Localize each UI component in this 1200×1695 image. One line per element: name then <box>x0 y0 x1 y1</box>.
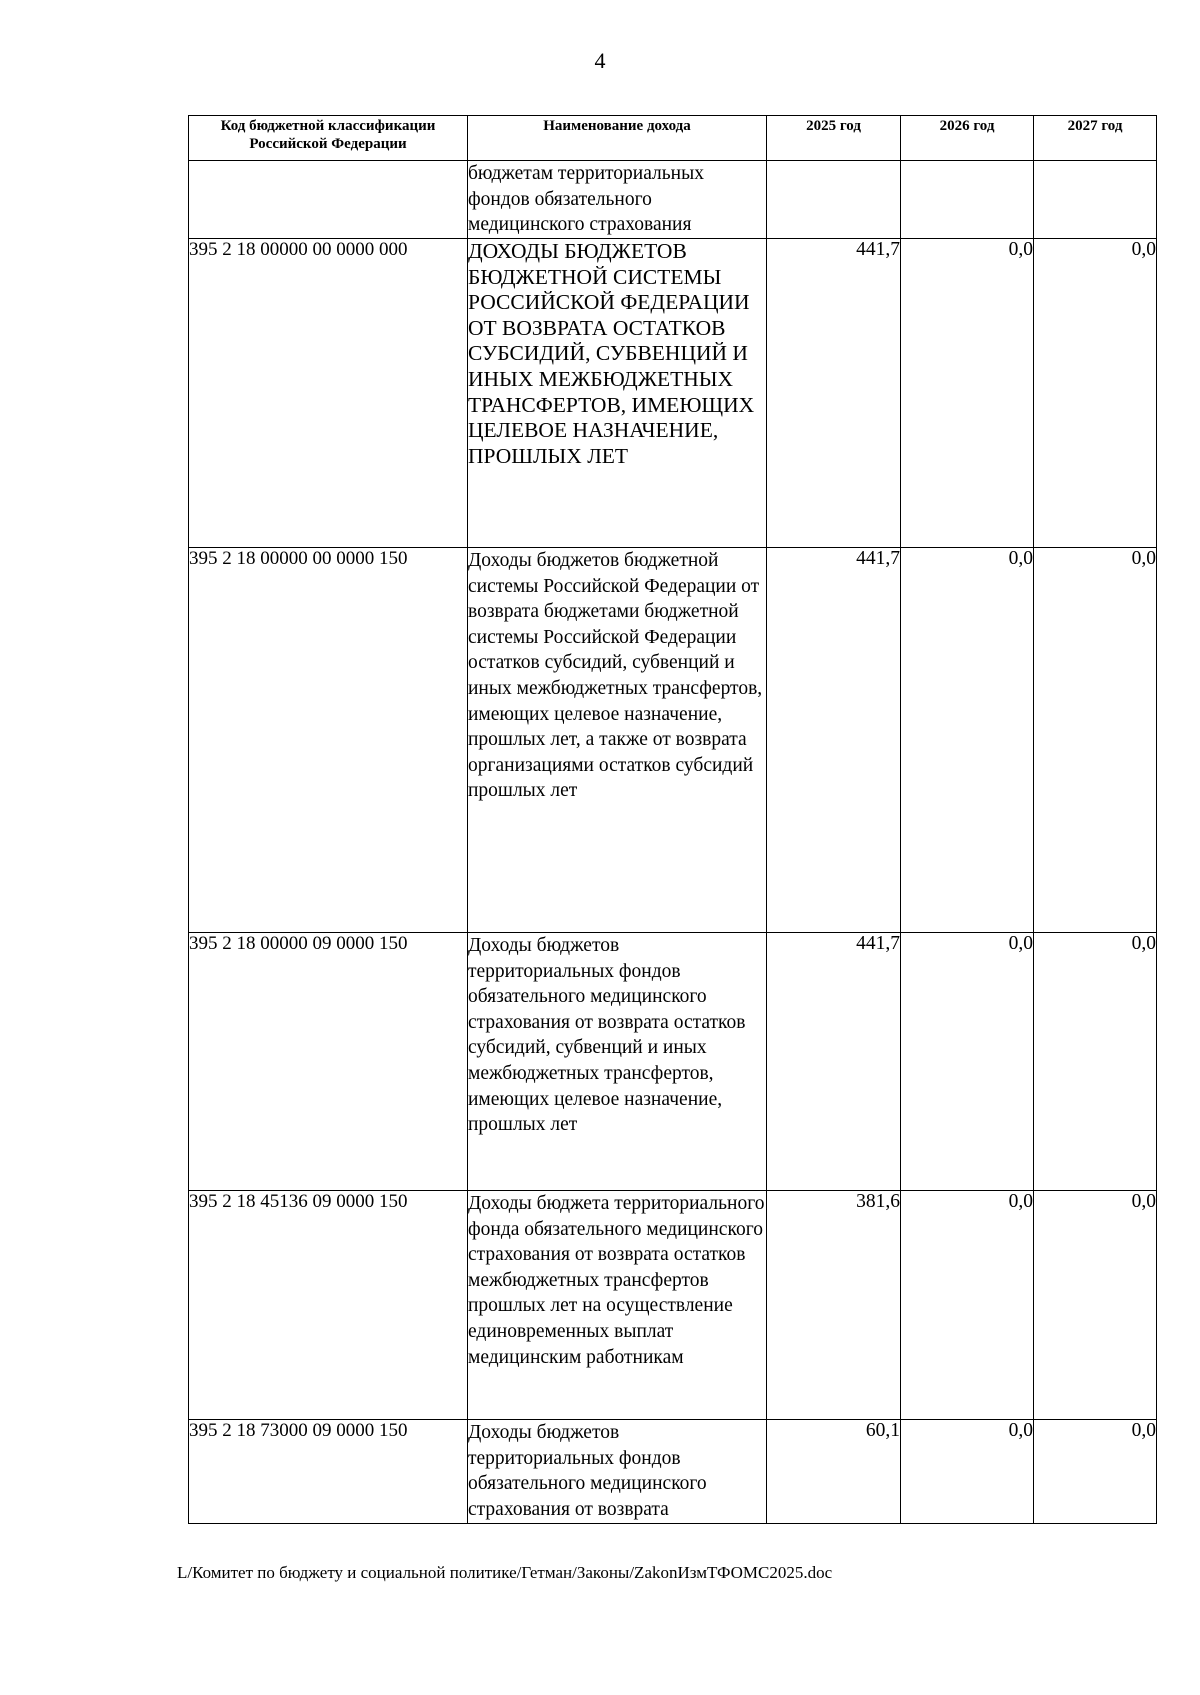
row-name: Доходы бюджетов бюджетной системы Российской Федерации от возврата бюджетами бюджетной системы Российской Федерации остатков субсидий, субвенций и иных межбюджетных трансфертов, имеющих целевое назначение, прошлых лет, а также от возврата организациями остатков субсидий прошлых лет <box>468 548 767 933</box>
row-value-2025: 441,7 <box>767 548 901 933</box>
table-row <box>189 161 1157 239</box>
header-2025: 2025 год <box>767 116 901 161</box>
row-value-2027 <box>1034 161 1157 239</box>
row-value-2025: 60,1 <box>767 1420 901 1524</box>
row-name: ДОХОДЫ БЮДЖЕТОВ БЮДЖЕТНОЙ СИСТЕМЫ РОССИЙСКОЙ ФЕДЕРАЦИИ ОТ ВОЗВРАТА ОСТАТКОВ СУБСИДИЙ, СУБВЕНЦИЙ И ИНЫХ МЕЖБЮДЖЕТНЫХ ТРАНСФЕРТОВ, ИМЕЮЩИХ ЦЕЛЕВОЕ НАЗНАЧЕНИЕ, ПРОШЛЫХ ЛЕТ <box>468 239 767 548</box>
row-value-2026 <box>901 161 1034 239</box>
table-header-row <box>189 116 1157 161</box>
header-code: Код бюджетной классификации Российской Федерации <box>189 116 468 161</box>
row-name: Доходы бюджетов территориальных фондов обязательного медицинского страхования от возврата <box>468 1420 767 1524</box>
row-value-2026: 0,0 <box>901 548 1034 933</box>
row-value-2027: 0,0 <box>1034 548 1157 933</box>
row-name: бюджетам территориальных фондов обязательного медицинского страхования <box>468 161 767 239</box>
revenue-table <box>188 115 1157 1524</box>
row-code: 395 2 18 00000 00 0000 150 <box>189 548 468 933</box>
header-2026: 2026 год <box>901 116 1034 161</box>
row-value-2026: 0,0 <box>901 1191 1034 1420</box>
row-name: Доходы бюджета территориального фонда обязательного медицинского страхования от возврата остатков межбюджетных трансфертов прошлых лет на осуществление единовременных выплат медицинским работникам <box>468 1191 767 1420</box>
row-code: 395 2 18 00000 09 0000 150 <box>189 933 468 1191</box>
row-value-2025: 441,7 <box>767 239 901 548</box>
table-row <box>189 933 1157 1191</box>
row-value-2025: 381,6 <box>767 1191 901 1420</box>
header-name: Наименование дохода <box>468 116 767 161</box>
row-code: 395 2 18 45136 09 0000 150 <box>189 1191 468 1420</box>
table-row <box>189 548 1157 933</box>
row-code: 395 2 18 00000 00 0000 000 <box>189 239 468 548</box>
row-value-2026: 0,0 <box>901 239 1034 548</box>
row-value-2027: 0,0 <box>1034 1420 1157 1524</box>
row-value-2027: 0,0 <box>1034 239 1157 548</box>
row-value-2027: 0,0 <box>1034 933 1157 1191</box>
row-value-2026: 0,0 <box>901 933 1034 1191</box>
row-code: 395 2 18 73000 09 0000 150 <box>189 1420 468 1524</box>
row-value-2025: 441,7 <box>767 933 901 1191</box>
row-value-2025 <box>767 161 901 239</box>
table-row <box>189 239 1157 548</box>
row-name: Доходы бюджетов территориальных фондов обязательного медицинского страхования от возврата остатков субсидий, субвенций и иных межбюджетных трансфертов, имеющих целевое назначение, прошлых лет <box>468 933 767 1191</box>
page-number: 4 <box>594 48 606 73</box>
row-value-2026: 0,0 <box>901 1420 1034 1524</box>
table-row <box>189 1420 1157 1524</box>
footer-file-path: L/Комитет по бюджету и социальной политике/Гетман/Законы/ZakonИзмТФОМС2025.doc <box>177 1563 833 1582</box>
row-code <box>189 161 468 239</box>
header-2027: 2027 год <box>1034 116 1157 161</box>
row-value-2027: 0,0 <box>1034 1191 1157 1420</box>
table-row <box>189 1191 1157 1420</box>
